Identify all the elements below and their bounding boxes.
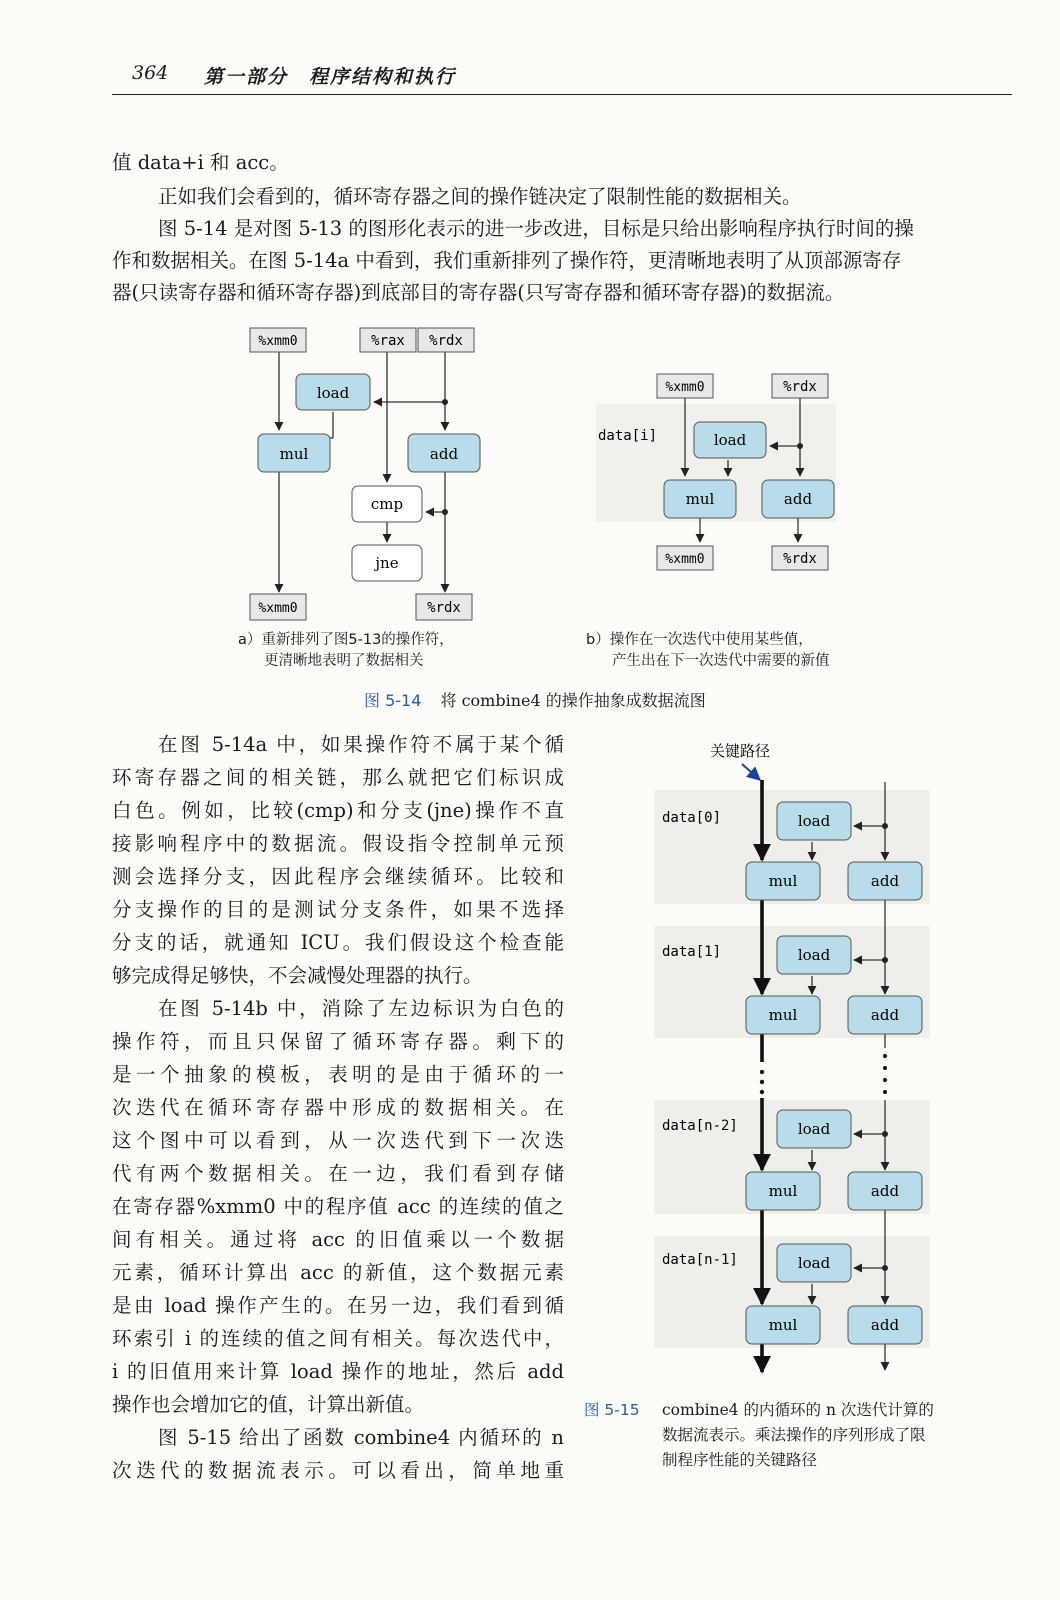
running-title: 第一部分 程序结构和执行 (204, 66, 457, 88)
body-line: 在图 5-14b 中，消除了左边标识为白色的 (158, 997, 564, 1020)
op-label: mul (768, 1182, 798, 1200)
op-label: add (870, 1006, 900, 1024)
body-line: 代有两个数据相关。在一边，我们看到存储 (112, 1162, 564, 1185)
body-line: 元素，循环计算出 acc 的新值，这个数据元素 (112, 1261, 564, 1284)
op-label: add (870, 872, 900, 890)
data-label: data[0] (662, 810, 722, 826)
intro-paragraph: 正如我们会看到的，循环寄存器之间的操作链决定了限制性能的数据相关。 (158, 185, 802, 208)
body-line: 分支的话，就通知 ICU。我们假设这个检查能 (112, 931, 564, 954)
subcaption-line: b）操作在一次迭代中使用某些值， (586, 632, 813, 648)
subcaption-b (586, 630, 830, 672)
body-line: i 的旧值用来计算 load 操作的地址，然后 add (112, 1360, 564, 1383)
body-line: 间有相关。通过将 acc 的旧值乘以一个数据 (112, 1228, 564, 1251)
op-label: add (870, 1316, 900, 1334)
op-label: cmp (370, 495, 404, 513)
body-line: 环寄存器之间的相关链，那么就把它们标识成 (112, 766, 564, 789)
body-line: 是由 load 操作产生的。在另一边，我们看到循 (112, 1294, 564, 1317)
data-label: data[n-2] (662, 1118, 738, 1134)
register-label: %xmm0 (665, 552, 705, 567)
body-line: 图 5-15 给出了函数 combine4 内循环的 n (158, 1426, 564, 1449)
register-label: %rax (371, 333, 405, 349)
op-label: load (797, 812, 831, 830)
body-left-column (112, 728, 564, 1487)
register-label: %rdx (429, 333, 463, 349)
op-label: load (797, 1254, 831, 1272)
figure-number: 图 5-15 (584, 1401, 640, 1419)
data-label: data[i] (598, 428, 658, 444)
body-line: 够完成得足够快，不会减慢处理器的执行。 (112, 964, 483, 987)
op-label: load (797, 946, 831, 964)
op-label: load (316, 384, 350, 402)
page-number: 364 (132, 62, 169, 84)
register-label: %rdx (783, 551, 817, 567)
op-label: load (713, 431, 747, 449)
body-line: 在图 5-14a 中，如果操作符不属于某个循 (158, 733, 564, 756)
register-label: %xmm0 (665, 380, 705, 395)
figure-number: 图 5-14 (364, 691, 422, 710)
op-label: load (797, 1120, 831, 1138)
caption-line: 数据流表示。乘法操作的序列形成了限 (662, 1426, 926, 1444)
body-line: 接影响程序中的数据流。假设指令控制单元预 (112, 832, 564, 855)
body-line: 白色。例如，比较(cmp)和分支(jne)操作不直 (112, 799, 564, 822)
intro-paragraph: 图 5-14 是对图 5-13 的图形化表示的进一步改进，目标是只给出影响程序执行时间的操 (158, 217, 914, 240)
subcaption-line: 更清晰地表明了数据相关 (264, 653, 424, 669)
op-label: jne (375, 554, 399, 572)
body-line: 次迭代在循环寄存器中形成的数据相关。在 (112, 1096, 564, 1119)
subcaption-line: a）重新排列了图5-13的操作符， (238, 632, 454, 648)
op-label: add (429, 445, 459, 463)
op-label: mul (279, 445, 309, 463)
op-label: mul (685, 490, 715, 508)
op-label: mul (768, 1316, 798, 1334)
op-label: mul (768, 872, 798, 890)
register-label: %rdx (427, 600, 461, 616)
op-label: mul (768, 1006, 798, 1024)
intro-paragraph: 作和数据相关。在图 5-14a 中看到，我们重新排列了操作符，更清晰地表明了从顶部源寄存 (112, 249, 902, 272)
figure-caption (364, 688, 706, 711)
subcaption-line: 产生出在下一次迭代中需要的新值 (612, 653, 830, 669)
register-label: %xmm0 (258, 334, 298, 349)
body-line: 在寄存器%xmm0 中的程序值 acc 的连续的值之 (112, 1195, 564, 1218)
data-label: data[n-1] (662, 1252, 738, 1268)
register-label: %rdx (783, 379, 817, 395)
figure-caption-text: 将 combine4 的操作抽象成数据流图 (440, 691, 706, 710)
body-line: 操作符，而且只保留了循环寄存器。剩下的 (112, 1030, 564, 1053)
caption-line: combine4 的内循环的 n 次迭代计算的 (662, 1401, 934, 1419)
body-line: 环索引 i 的连续的值之间有相关。每次迭代中， (112, 1327, 564, 1350)
register-label: %xmm0 (258, 601, 298, 616)
body-line: 操作也会增加它的值，计算出新值。 (112, 1393, 425, 1416)
subcaption-a (238, 630, 454, 672)
op-label: add (783, 490, 813, 508)
body-line: 测会选择分支，因此程序会继续循环。比较和 (112, 865, 564, 888)
op-label: add (870, 1182, 900, 1200)
body-line: 是一个抽象的模板，表明的是由于循环的一 (112, 1063, 564, 1086)
body-line: 分支操作的目的是测试分支条件，如果不选择 (112, 898, 564, 921)
critical-path-label: 关键路径 (710, 742, 771, 760)
caption-line: 制程序性能的关键路径 (662, 1451, 818, 1469)
intro-line: 值 data+i 和 acc。 (112, 151, 289, 174)
body-line: 这个图中可以看到，从一次迭代到下一次迭 (112, 1129, 564, 1152)
data-label: data[1] (662, 944, 722, 960)
body-line: 次迭代的数据流表示。可以看出，简单地重 (112, 1459, 564, 1482)
intro-paragraph: 器(只读寄存器和循环寄存器)到底部目的寄存器(只写寄存器和循环寄存器)的数据流。 (112, 281, 845, 304)
